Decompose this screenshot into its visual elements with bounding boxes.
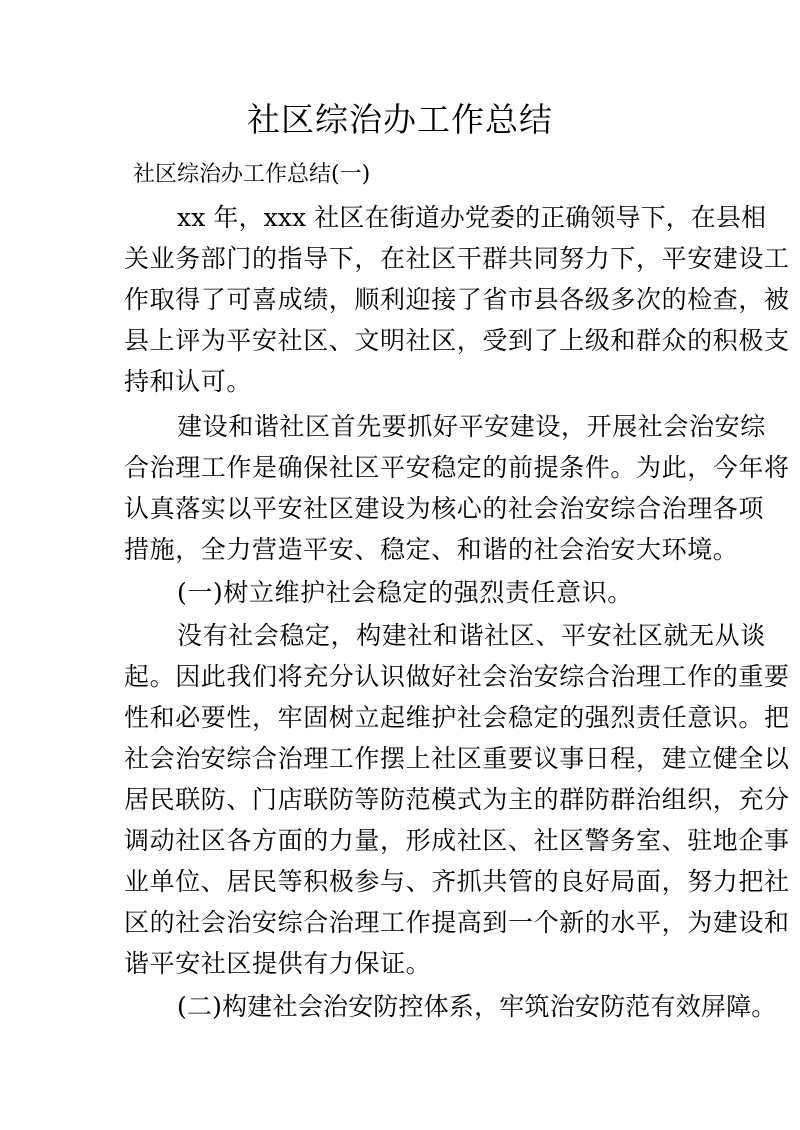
- body-line: 起。因此我们将充分认识做好社会治安综合治理工作的重要: [124, 662, 790, 691]
- body-line: 社会治安综合治理工作摆上社区重要议事日程，建立健全以: [124, 744, 790, 773]
- body-line: 作取得了可喜成绩，顺利迎接了省市县各级多次的检查，被: [124, 285, 790, 314]
- body-line: 持和认可。: [124, 367, 253, 396]
- body-line: 措施，全力营造平安、稳定、和谐的社会治安大环境。: [124, 535, 739, 564]
- section-heading: (一)树立维护社会稳定的强烈责任意识。: [177, 578, 633, 607]
- body-line: 业单位、居民等积极参与、齐抓共管的良好局面，努力把社: [124, 867, 790, 896]
- body-line: 区的社会治安综合治理工作提高到一个新的水平，为建设和: [124, 908, 790, 937]
- body-line: 县上评为平安社区、文明社区，受到了上级和群众的积极支: [124, 326, 790, 355]
- body-line: 性和必要性，牢固树立起维护社会稳定的强烈责任意识。把: [124, 703, 790, 732]
- body-line: 建设和谐社区首先要抓好平安建设，开展社会治安综: [177, 412, 766, 441]
- body-line: 居民联防、门店联防等防范模式为主的群防群治组织，充分: [124, 785, 790, 814]
- body-line: 没有社会稳定，构建社和谐社区、平安社区就无从谈: [177, 621, 766, 650]
- body-line: xx 年，xxx 社区在街道办党委的正确领导下，在县相: [177, 203, 767, 232]
- body-line: 谐平安社区提供有力保证。: [124, 949, 432, 978]
- section-heading: (二)构建社会治安防控体系，牢筑治安防范有效屏障。: [177, 992, 777, 1021]
- document-title: 社区综治办工作总结: [247, 100, 553, 139]
- body-line: 认真落实以平安社区建设为核心的社会治安综合治理各项: [124, 494, 765, 523]
- body-line: 调动社区各方面的力量，形成社区、社区警务室、驻地企事: [124, 826, 790, 855]
- body-line: 关业务部门的指导下，在社区干群共同努力下，平安建设工: [124, 244, 790, 273]
- document-subtitle: 社区综治办工作总结(一): [133, 162, 371, 187]
- body-line: 合治理工作是确保社区平安稳定的前提条件。为此，今年将: [124, 453, 790, 482]
